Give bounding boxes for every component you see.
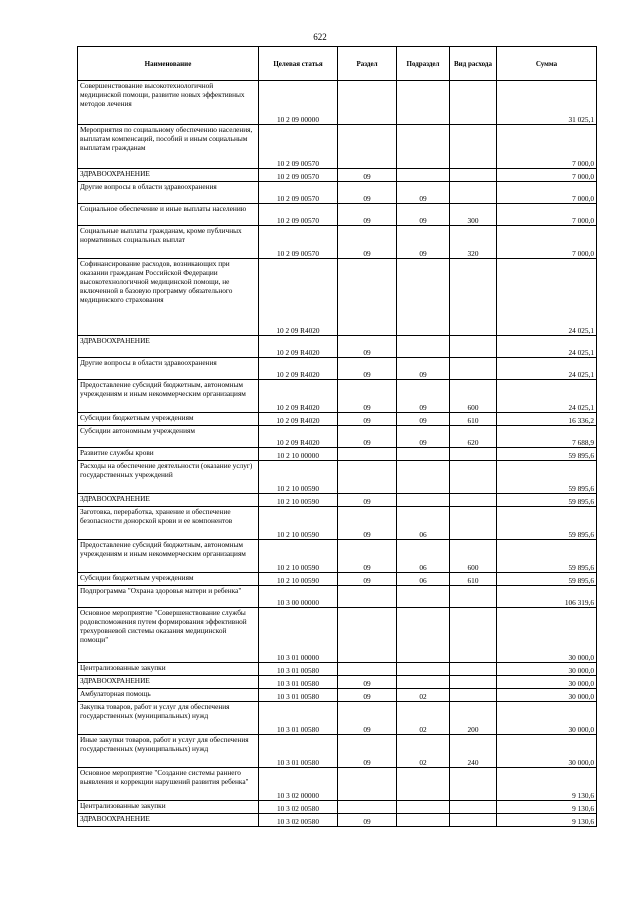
row-name-cell: Субсидии бюджетным учреждениям — [78, 413, 259, 426]
row-section-cell — [338, 125, 397, 169]
row-expense-type-cell: 300 — [450, 204, 497, 226]
table-row — [78, 663, 597, 676]
row-name-cell: Субсидии бюджетным учреждениям — [78, 573, 259, 586]
row-name-cell: Централизованные закупки — [78, 801, 259, 814]
row-amount-cell: 7 000,0 — [497, 204, 597, 226]
row-amount-cell: 16 336,2 — [497, 413, 597, 426]
row-code-cell: 10 3 02 00000 — [259, 768, 338, 801]
row-section-cell: 09 — [338, 169, 397, 182]
row-code-cell: 10 3 01 00580 — [259, 676, 338, 689]
row-amount-cell: 7 000,0 — [497, 169, 597, 182]
header-expense-type: Вид расхода — [450, 47, 497, 81]
row-expense-type-cell — [450, 125, 497, 169]
row-name-cell: Иные закупки товаров, работ и услуг для обеспечения государственных (муниципальных) нужд — [78, 735, 259, 768]
row-code-cell: 10 3 01 00580 — [259, 663, 338, 676]
row-name-cell: ЗДРАВООХРАНЕНИЕ — [78, 814, 259, 827]
row-subsection-cell: 09 — [397, 204, 450, 226]
row-section-cell: 09 — [338, 540, 397, 573]
table-row — [78, 540, 597, 573]
table-row — [78, 204, 597, 226]
row-section-cell — [338, 448, 397, 461]
table-row — [78, 125, 597, 169]
row-expense-type-cell — [450, 81, 497, 125]
row-code-cell: 10 3 02 00580 — [259, 801, 338, 814]
row-expense-type-cell — [450, 182, 497, 204]
row-name-cell: ЗДРАВООХРАНЕНИЕ — [78, 676, 259, 689]
row-expense-type-cell — [450, 586, 497, 608]
row-code-cell: 10 2 09 R4020 — [259, 426, 338, 448]
row-subsection-cell: 06 — [397, 540, 450, 573]
row-section-cell: 09 — [338, 336, 397, 358]
row-section-cell: 09 — [338, 413, 397, 426]
row-code-cell: 10 2 10 00590 — [259, 507, 338, 540]
table-row — [78, 494, 597, 507]
header-section: Раздел — [338, 47, 397, 81]
row-name-cell: Амбулаторная помощь — [78, 689, 259, 702]
row-code-cell: 10 2 10 00590 — [259, 494, 338, 507]
row-subsection-cell — [397, 768, 450, 801]
row-section-cell: 09 — [338, 507, 397, 540]
row-amount-cell: 31 025,1 — [497, 81, 597, 125]
row-subsection-cell — [397, 814, 450, 827]
table-header — [78, 47, 597, 81]
row-code-cell: 10 2 09 00570 — [259, 182, 338, 204]
row-amount-cell: 59 895,6 — [497, 448, 597, 461]
row-expense-type-cell — [450, 169, 497, 182]
row-section-cell: 09 — [338, 426, 397, 448]
table-row — [78, 461, 597, 494]
row-name-cell: Развитие службы крови — [78, 448, 259, 461]
row-section-cell — [338, 586, 397, 608]
table-row — [78, 448, 597, 461]
row-code-cell: 10 2 09 R4020 — [259, 413, 338, 426]
row-code-cell: 10 2 09 00570 — [259, 169, 338, 182]
table-row — [78, 426, 597, 448]
row-subsection-cell: 02 — [397, 689, 450, 702]
row-code-cell: 10 2 10 00000 — [259, 448, 338, 461]
row-amount-cell: 24 025,1 — [497, 380, 597, 413]
table-row — [78, 336, 597, 358]
row-subsection-cell: 06 — [397, 507, 450, 540]
table-row — [78, 768, 597, 801]
row-subsection-cell: 02 — [397, 702, 450, 735]
row-amount-cell: 59 895,6 — [497, 573, 597, 586]
row-name-cell: Софинансирование расходов, возникающих при оказании гражданам Российской Федерации высокотехнологичной медицинской помощи, не включенной в базовую программу обязательного медицинского страхования — [78, 259, 259, 336]
row-name-cell: Предоставление субсидий бюджетным, автономным учреждениям и иным некоммерческим организациям — [78, 540, 259, 573]
row-expense-type-cell: 620 — [450, 426, 497, 448]
row-section-cell — [338, 801, 397, 814]
header-name: Наименование — [78, 47, 259, 81]
row-name-cell: ЗДРАВООХРАНЕНИЕ — [78, 494, 259, 507]
row-subsection-cell: 02 — [397, 735, 450, 768]
row-expense-type-cell: 600 — [450, 540, 497, 573]
row-subsection-cell: 09 — [397, 182, 450, 204]
row-name-cell: Совершенствование высокотехнологичной медицинской помощи, развитие новых эффективных методов лечения — [78, 81, 259, 125]
row-section-cell — [338, 461, 397, 494]
row-code-cell: 10 2 09 R4020 — [259, 380, 338, 413]
page-number: 622 — [313, 32, 327, 42]
table-row — [78, 507, 597, 540]
row-expense-type-cell — [450, 608, 497, 663]
row-subsection-cell — [397, 586, 450, 608]
table-row — [78, 608, 597, 663]
row-name-cell: Централизованные закупки — [78, 663, 259, 676]
row-expense-type-cell — [450, 663, 497, 676]
table-row — [78, 226, 597, 259]
row-section-cell — [338, 608, 397, 663]
row-name-cell: Основное мероприятие "Создание системы раннего выявления и коррекции нарушений развития ребенка" — [78, 768, 259, 801]
row-expense-type-cell — [450, 448, 497, 461]
row-amount-cell: 7 688,9 — [497, 426, 597, 448]
row-name-cell: Другие вопросы в области здравоохранения — [78, 358, 259, 380]
row-expense-type-cell: 600 — [450, 380, 497, 413]
row-subsection-cell — [397, 336, 450, 358]
row-subsection-cell: 09 — [397, 380, 450, 413]
row-name-cell: Подпрограмма "Охрана здоровья матери и ребенка" — [78, 586, 259, 608]
row-amount-cell: 24 025,1 — [497, 358, 597, 380]
row-expense-type-cell — [450, 259, 497, 336]
row-section-cell — [338, 768, 397, 801]
row-expense-type-cell — [450, 358, 497, 380]
row-expense-type-cell — [450, 814, 497, 827]
table-row — [78, 182, 597, 204]
row-section-cell: 09 — [338, 494, 397, 507]
row-name-cell: Социальное обеспечение и иные выплаты населению — [78, 204, 259, 226]
row-amount-cell: 30 000,0 — [497, 676, 597, 689]
row-expense-type-cell — [450, 494, 497, 507]
row-amount-cell: 24 025,1 — [497, 259, 597, 336]
row-expense-type-cell — [450, 676, 497, 689]
row-code-cell: 10 2 09 00000 — [259, 81, 338, 125]
row-subsection-cell: 06 — [397, 573, 450, 586]
row-amount-cell: 59 895,6 — [497, 540, 597, 573]
row-expense-type-cell — [450, 768, 497, 801]
row-amount-cell: 7 000,0 — [497, 125, 597, 169]
row-code-cell: 10 3 01 00580 — [259, 689, 338, 702]
row-code-cell: 10 3 02 00580 — [259, 814, 338, 827]
header-amount: Сумма — [497, 47, 597, 81]
row-subsection-cell: 09 — [397, 426, 450, 448]
row-expense-type-cell: 320 — [450, 226, 497, 259]
row-subsection-cell — [397, 125, 450, 169]
row-subsection-cell: 09 — [397, 358, 450, 380]
row-code-cell: 10 2 10 00590 — [259, 540, 338, 573]
table-row — [78, 586, 597, 608]
row-name-cell: Мероприятия по социальному обеспечению населения, выплатам компенсаций, пособий и иным социальным выплатам гражданам — [78, 125, 259, 169]
row-expense-type-cell: 200 — [450, 702, 497, 735]
row-amount-cell: 9 130,6 — [497, 801, 597, 814]
row-subsection-cell — [397, 461, 450, 494]
row-subsection-cell — [397, 608, 450, 663]
row-name-cell: Основное мероприятие "Совершенствование службы родовспоможения путем формирования эффективной трехуровневой системы оказания медицинской помощи" — [78, 608, 259, 663]
row-subsection-cell — [397, 663, 450, 676]
row-section-cell: 09 — [338, 702, 397, 735]
row-section-cell — [338, 81, 397, 125]
row-name-cell: Субсидии автономным учреждениям — [78, 426, 259, 448]
row-name-cell: Социальные выплаты гражданам, кроме публичных нормативных социальных выплат — [78, 226, 259, 259]
table-row — [78, 735, 597, 768]
row-name-cell: ЗДРАВООХРАНЕНИЕ — [78, 336, 259, 358]
row-subsection-cell — [397, 676, 450, 689]
table-row — [78, 169, 597, 182]
row-name-cell: Закупка товаров, работ и услуг для обеспечения государственных (муниципальных) нужд — [78, 702, 259, 735]
row-section-cell: 09 — [338, 689, 397, 702]
header-target-article: Целевая статья — [259, 47, 338, 81]
row-code-cell: 10 2 09 00570 — [259, 125, 338, 169]
table-row — [78, 676, 597, 689]
row-section-cell: 09 — [338, 735, 397, 768]
budget-table — [77, 46, 597, 827]
row-amount-cell: 59 895,6 — [497, 494, 597, 507]
row-code-cell: 10 3 01 00580 — [259, 702, 338, 735]
row-amount-cell: 7 000,0 — [497, 226, 597, 259]
table-row — [78, 801, 597, 814]
row-expense-type-cell: 610 — [450, 573, 497, 586]
row-amount-cell: 9 130,6 — [497, 768, 597, 801]
row-section-cell: 09 — [338, 204, 397, 226]
row-subsection-cell — [397, 801, 450, 814]
row-section-cell: 09 — [338, 814, 397, 827]
row-section-cell — [338, 259, 397, 336]
table-row — [78, 573, 597, 586]
row-code-cell: 10 2 09 00570 — [259, 204, 338, 226]
table-row — [78, 814, 597, 827]
row-amount-cell: 106 319,6 — [497, 586, 597, 608]
row-amount-cell: 59 895,6 — [497, 507, 597, 540]
table-row — [78, 702, 597, 735]
table-row — [78, 380, 597, 413]
row-code-cell: 10 3 00 00000 — [259, 586, 338, 608]
table-row — [78, 358, 597, 380]
row-subsection-cell: 09 — [397, 226, 450, 259]
row-subsection-cell — [397, 448, 450, 461]
row-section-cell — [338, 663, 397, 676]
row-expense-type-cell: 240 — [450, 735, 497, 768]
row-name-cell: Расходы на обеспечение деятельности (оказание услуг) государственных учреждений — [78, 461, 259, 494]
row-section-cell: 09 — [338, 358, 397, 380]
row-expense-type-cell: 610 — [450, 413, 497, 426]
table-row — [78, 259, 597, 336]
row-amount-cell: 30 000,0 — [497, 735, 597, 768]
row-code-cell: 10 2 09 R4020 — [259, 336, 338, 358]
row-expense-type-cell — [450, 336, 497, 358]
row-name-cell: Предоставление субсидий бюджетным, автономным учреждениям и иным некоммерческим организациям — [78, 380, 259, 413]
row-subsection-cell — [397, 81, 450, 125]
table-row — [78, 689, 597, 702]
row-code-cell: 10 2 09 00570 — [259, 226, 338, 259]
row-section-cell: 09 — [338, 676, 397, 689]
row-subsection-cell — [397, 169, 450, 182]
row-expense-type-cell — [450, 689, 497, 702]
row-expense-type-cell — [450, 801, 497, 814]
row-section-cell: 09 — [338, 380, 397, 413]
row-name-cell: Заготовка, переработка, хранение и обеспечение безопасности донорской крови и ее компонентов — [78, 507, 259, 540]
row-subsection-cell — [397, 259, 450, 336]
row-section-cell: 09 — [338, 226, 397, 259]
row-amount-cell: 30 000,0 — [497, 702, 597, 735]
row-amount-cell: 9 130,6 — [497, 814, 597, 827]
row-code-cell: 10 2 10 00590 — [259, 573, 338, 586]
row-code-cell: 10 3 01 00580 — [259, 735, 338, 768]
row-code-cell: 10 2 09 R4020 — [259, 358, 338, 380]
row-expense-type-cell — [450, 461, 497, 494]
table-row — [78, 81, 597, 125]
row-code-cell: 10 2 09 R4020 — [259, 259, 338, 336]
row-expense-type-cell — [450, 507, 497, 540]
row-code-cell: 10 2 10 00590 — [259, 461, 338, 494]
table-row — [78, 413, 597, 426]
row-amount-cell: 30 000,0 — [497, 689, 597, 702]
table-body — [78, 81, 597, 827]
row-amount-cell: 30 000,0 — [497, 608, 597, 663]
row-section-cell: 09 — [338, 573, 397, 586]
row-amount-cell: 30 000,0 — [497, 663, 597, 676]
row-subsection-cell — [397, 494, 450, 507]
row-code-cell: 10 3 01 00000 — [259, 608, 338, 663]
row-subsection-cell: 09 — [397, 413, 450, 426]
header-subsection: Подраздел — [397, 47, 450, 81]
header-row — [78, 47, 597, 81]
row-amount-cell: 24 025,1 — [497, 336, 597, 358]
row-name-cell: Другие вопросы в области здравоохранения — [78, 182, 259, 204]
row-section-cell: 09 — [338, 182, 397, 204]
row-amount-cell: 59 895,6 — [497, 461, 597, 494]
row-amount-cell: 7 000,0 — [497, 182, 597, 204]
row-name-cell: ЗДРАВООХРАНЕНИЕ — [78, 169, 259, 182]
